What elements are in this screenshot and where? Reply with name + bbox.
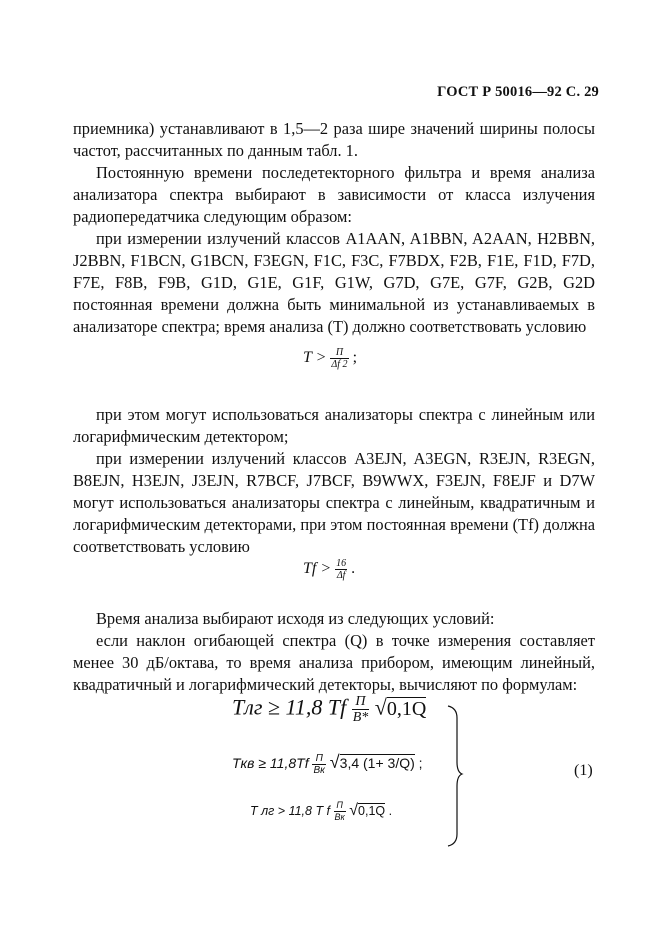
fraction-numerator: П (312, 753, 325, 765)
page-header: ГОСТ Р 50016—92 С. 29 (437, 84, 599, 100)
sqrt-sign: √ (329, 752, 340, 772)
fraction-numerator: П (330, 347, 348, 359)
equation-number: (1) (574, 762, 593, 779)
fraction-numerator: 16 (336, 558, 347, 569)
sqrt-sign: √ (374, 694, 387, 720)
sqrt-sign: √ (349, 801, 359, 819)
fraction-denominator: B* (352, 710, 369, 725)
formula-tail: . (351, 560, 356, 578)
paragraph-slope-condition: если наклон огибающей спектра (Q) в точке измерения составляет менее 30 дБ/октава, то время анализа прибором, имеющим линейный, квадратичный и логарифмический детекторы, вычисляют по формулам: (73, 631, 595, 694)
formula-tail: ; (352, 349, 358, 367)
sqrt-argument: 0,1Q (386, 697, 427, 720)
fraction-denominator: Bк (334, 812, 345, 822)
paragraph-continuation: приемника) устанавливают в 1,5—2 раза шире значений ширины полосы частот, рассчитанных по данным табл. 1. (73, 119, 595, 160)
sqrt-argument: 0,1Q (358, 803, 386, 818)
fraction-denominator: Bк (313, 764, 325, 776)
formula-tail: . (388, 803, 393, 818)
formula-lhs: Tлг ≥ 11,8 Tf (232, 694, 347, 720)
formula-lhs: Tf > (303, 560, 332, 578)
formula-lhs: Tкв ≥ 11,8Tf (232, 755, 309, 771)
paragraph-analyzers-linear: при этом могут использоваться анализаторы спектра с линейным или логарифмическим детектором; (73, 405, 595, 446)
sqrt-argument: 3,4 (1+ 3/Q) (339, 755, 415, 771)
fraction-numerator: П (352, 694, 370, 710)
fraction-numerator: П (334, 800, 346, 812)
fraction-denominator: Δf 2 (331, 359, 348, 370)
fraction-denominator: Δf (336, 570, 346, 581)
paragraph-classes-2: при измерении излучений классов A3EJN, A3EGN, R3EJN, R3EGN, B8EJN, H3EJN, J3EJN, R7BCF, J7BCF, B9WWX, F3EJN, F8EJF и D7W могут использоваться анализаторы спектра с линейным, квадратичным и логарифмическим детекторами, при этом постоянная времени (Tf) должна соответствовать условию (73, 449, 595, 556)
paragraph-time-constant: Постоянную времени последетекторного фильтра и время анализа анализатора спектра выбирают в зависимости от класса излучения радиопередатчика следующим образом: (73, 163, 595, 226)
formula-lhs: T лг > 11,8 T f (250, 803, 331, 818)
paragraph-analysis-time: Время анализа выбирают исходя из следующих условий: (96, 609, 495, 628)
formula-tail: ; (418, 755, 423, 771)
paragraph-classes-1: при измерении излучений классов A1AAN, A1BBN, A2AAN, H2BBN, J2BBN, F1BCN, G1BCN, F3EGN, F1C, F3C, F7BDX, F2B, F1E, F1D, F7D, F7E, F8B, F9B, G1D, G1E, G1F, G1W, G7D, G7E, G7F, G2B, G2D постоянная времени должна быть минимальной из устанавливаемых в анализаторе спектра; время анализа (T) должно соответствовать условию (73, 229, 595, 336)
formula-lhs: T > (303, 349, 327, 367)
